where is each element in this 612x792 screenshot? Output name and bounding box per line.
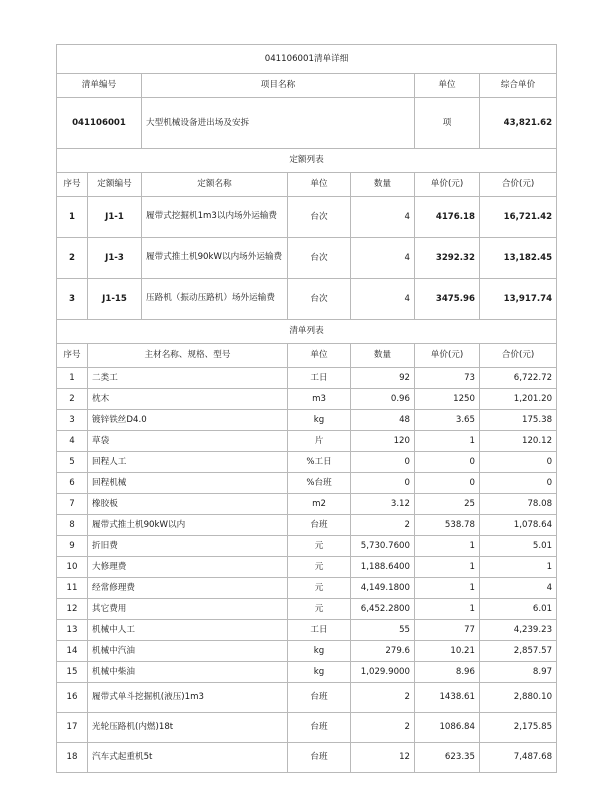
list-row-price: 1: [415, 536, 480, 557]
list-row-name: 大修理费: [88, 557, 288, 578]
list-row-qty: 92: [351, 368, 415, 389]
list-row-name: 经常修理费: [88, 578, 288, 599]
list-row-unit: m2: [288, 494, 351, 515]
quota-row-name: 压路机（振动压路机）场外运输费: [142, 279, 288, 320]
list-row-price: 0: [415, 452, 480, 473]
table-row: [57, 238, 557, 279]
list-row-total: 1,078.64: [480, 515, 557, 536]
list-row-unit: 台班: [288, 713, 351, 743]
list-row-name: 镀锌铁丝D4.0: [88, 410, 288, 431]
list-row-qty: 6,452.2800: [351, 599, 415, 620]
summary-price: 43,821.62: [480, 98, 557, 149]
list-row-unit: m3: [288, 389, 351, 410]
list-row-price: 1: [415, 578, 480, 599]
list-row-name: 履带式单斗挖掘机(液压)1m3: [88, 683, 288, 713]
quota-row-unit: 台次: [288, 197, 351, 238]
quota-row-name: 履带式挖掘机1m3以内场外运输费: [142, 197, 288, 238]
list-row-qty: 48: [351, 410, 415, 431]
list-row-unit: %台班: [288, 473, 351, 494]
list-row-price: 25: [415, 494, 480, 515]
list-row-no: 13: [57, 620, 88, 641]
document-title: 041106001清单详细: [57, 45, 557, 74]
quota-section-title: 定额列表: [57, 149, 557, 173]
list-row-unit: 元: [288, 578, 351, 599]
list-row-no: 3: [57, 410, 88, 431]
list-row-total: 2,175.85: [480, 713, 557, 743]
list-row-price: 1: [415, 557, 480, 578]
list-row-unit: kg: [288, 641, 351, 662]
list-row-name: 折旧费: [88, 536, 288, 557]
list-row-no: 15: [57, 662, 88, 683]
list-row-unit: 台班: [288, 683, 351, 713]
list-row-total: 78.08: [480, 494, 557, 515]
list-row-price: 8.96: [415, 662, 480, 683]
summary-data-row: [57, 98, 557, 149]
quota-row-price: 3475.96: [415, 279, 480, 320]
list-header-total: 合价(元): [480, 344, 557, 368]
quota-row-total: 16,721.42: [480, 197, 557, 238]
quota-header-total: 合价(元): [480, 173, 557, 197]
quota-header-code: 定额编号: [88, 173, 142, 197]
list-row-price: 77: [415, 620, 480, 641]
list-row-name: 机械中柴油: [88, 662, 288, 683]
list-row-name: 履带式推土机90kW以内: [88, 515, 288, 536]
quota-header-name: 定额名称: [142, 173, 288, 197]
summary-code: 041106001: [57, 98, 142, 149]
list-row-price: 0: [415, 473, 480, 494]
list-row-no: 12: [57, 599, 88, 620]
list-row-price: 73: [415, 368, 480, 389]
quota-row-total: 13,917.74: [480, 279, 557, 320]
quota-header-no: 序号: [57, 173, 88, 197]
quota-row-name: 履带式推土机90kW以内场外运输费: [142, 238, 288, 279]
list-header-row: [57, 344, 557, 368]
list-row-total: 2,880.10: [480, 683, 557, 713]
detail-table: [56, 44, 557, 773]
list-row-name: 回程机械: [88, 473, 288, 494]
list-row-no: 7: [57, 494, 88, 515]
list-row-qty: 3.12: [351, 494, 415, 515]
list-row-name: 回程人工: [88, 452, 288, 473]
table-row: [57, 494, 557, 515]
table-row: [57, 410, 557, 431]
list-row-total: 0: [480, 452, 557, 473]
list-row-qty: 279.6: [351, 641, 415, 662]
list-row-no: 10: [57, 557, 88, 578]
table-row: [57, 536, 557, 557]
list-row-no: 8: [57, 515, 88, 536]
list-row-qty: 2: [351, 515, 415, 536]
list-row-qty: 1,029.9000: [351, 662, 415, 683]
list-header-unit: 单位: [288, 344, 351, 368]
list-row-total: 7,487.68: [480, 743, 557, 773]
quota-row-qty: 4: [351, 279, 415, 320]
quota-row-price: 3292.32: [415, 238, 480, 279]
list-row-unit: 台班: [288, 743, 351, 773]
quota-header-unit: 单位: [288, 173, 351, 197]
list-row-price: 538.78: [415, 515, 480, 536]
list-row-unit: 工日: [288, 368, 351, 389]
list-row-total: 120.12: [480, 431, 557, 452]
list-row-unit: 元: [288, 557, 351, 578]
list-row-no: 4: [57, 431, 88, 452]
quota-row-total: 13,182.45: [480, 238, 557, 279]
table-row: [57, 389, 557, 410]
list-header-qty: 数量: [351, 344, 415, 368]
quota-header-row: [57, 173, 557, 197]
list-row-no: 6: [57, 473, 88, 494]
table-row: [57, 662, 557, 683]
list-row-unit: 片: [288, 431, 351, 452]
list-row-unit: kg: [288, 662, 351, 683]
list-row-no: 2: [57, 389, 88, 410]
list-row-qty: 12: [351, 743, 415, 773]
list-row-qty: 0: [351, 452, 415, 473]
table-row: [57, 473, 557, 494]
summary-header-price: 综合单价: [480, 74, 557, 98]
list-row-no: 18: [57, 743, 88, 773]
quota-row-qty: 4: [351, 238, 415, 279]
summary-header-unit: 单位: [415, 74, 480, 98]
quota-row-unit: 台次: [288, 238, 351, 279]
list-header-no: 序号: [57, 344, 88, 368]
list-row-price: 623.35: [415, 743, 480, 773]
list-row-total: 0: [480, 473, 557, 494]
list-row-name: 橡胶板: [88, 494, 288, 515]
list-row-no: 9: [57, 536, 88, 557]
summary-header-row: [57, 74, 557, 98]
list-row-price: 3.65: [415, 410, 480, 431]
list-row-unit: 台班: [288, 515, 351, 536]
quota-row-qty: 4: [351, 197, 415, 238]
list-row-name: 汽车式起重机5t: [88, 743, 288, 773]
list-row-qty: 0: [351, 473, 415, 494]
list-row-qty: 120: [351, 431, 415, 452]
list-row-price: 1438.61: [415, 683, 480, 713]
list-row-unit: 工日: [288, 620, 351, 641]
table-row: [57, 515, 557, 536]
list-row-qty: 5,730.7600: [351, 536, 415, 557]
quota-row-price: 4176.18: [415, 197, 480, 238]
list-row-price: 1: [415, 431, 480, 452]
quota-row-code: J1-3: [88, 238, 142, 279]
list-row-qty: 4,149.1800: [351, 578, 415, 599]
table-row: [57, 431, 557, 452]
list-row-no: 14: [57, 641, 88, 662]
list-row-qty: 2: [351, 683, 415, 713]
document-title-row: [57, 45, 557, 74]
list-row-no: 5: [57, 452, 88, 473]
list-row-total: 1,201.20: [480, 389, 557, 410]
list-row-no: 1: [57, 368, 88, 389]
list-row-unit: %工日: [288, 452, 351, 473]
quota-header-qty: 数量: [351, 173, 415, 197]
list-row-total: 2,857.57: [480, 641, 557, 662]
list-row-total: 175.38: [480, 410, 557, 431]
list-row-qty: 2: [351, 713, 415, 743]
table-row: [57, 599, 557, 620]
quota-row-no: 3: [57, 279, 88, 320]
list-row-name: 光轮压路机(内燃)18t: [88, 713, 288, 743]
list-row-price: 1250: [415, 389, 480, 410]
list-row-total: 6,722.72: [480, 368, 557, 389]
list-section-title-row: [57, 320, 557, 344]
list-row-total: 1: [480, 557, 557, 578]
list-row-no: 11: [57, 578, 88, 599]
list-section-title: 清单列表: [57, 320, 557, 344]
list-row-price: 1086.84: [415, 713, 480, 743]
list-row-qty: 1,188.6400: [351, 557, 415, 578]
list-row-price: 10.21: [415, 641, 480, 662]
list-row-name: 其它费用: [88, 599, 288, 620]
list-row-total: 6.01: [480, 599, 557, 620]
quota-row-no: 1: [57, 197, 88, 238]
list-row-unit: kg: [288, 410, 351, 431]
table-row: [57, 279, 557, 320]
summary-header-code: 清单编号: [57, 74, 142, 98]
quota-row-code: J1-1: [88, 197, 142, 238]
list-row-unit: 元: [288, 536, 351, 557]
list-row-total: 8.97: [480, 662, 557, 683]
table-row: [57, 197, 557, 238]
list-row-name: 二类工: [88, 368, 288, 389]
list-row-name: 枕木: [88, 389, 288, 410]
table-row: [57, 620, 557, 641]
list-row-qty: 55: [351, 620, 415, 641]
list-header-name: 主材名称、规格、型号: [88, 344, 288, 368]
summary-header-name: 项目名称: [142, 74, 415, 98]
list-row-no: 17: [57, 713, 88, 743]
list-row-name: 机械中人工: [88, 620, 288, 641]
list-header-price: 单价(元): [415, 344, 480, 368]
list-row-qty: 0.96: [351, 389, 415, 410]
list-row-name: 草袋: [88, 431, 288, 452]
summary-unit: 项: [415, 98, 480, 149]
table-row: [57, 641, 557, 662]
list-row-name: 机械中汽油: [88, 641, 288, 662]
list-row-price: 1: [415, 599, 480, 620]
list-row-no: 16: [57, 683, 88, 713]
table-row: [57, 578, 557, 599]
summary-name: 大型机械设备进出场及安拆: [142, 98, 415, 149]
table-row: [57, 713, 557, 743]
table-row: [57, 683, 557, 713]
quota-row-no: 2: [57, 238, 88, 279]
table-row: [57, 743, 557, 773]
quota-row-code: J1-15: [88, 279, 142, 320]
quota-section-title-row: [57, 149, 557, 173]
quota-header-price: 单价(元): [415, 173, 480, 197]
list-row-total: 4,239.23: [480, 620, 557, 641]
list-row-total: 5.01: [480, 536, 557, 557]
table-row: [57, 557, 557, 578]
list-row-unit: 元: [288, 599, 351, 620]
list-row-total: 4: [480, 578, 557, 599]
detail-sheet: [56, 44, 556, 773]
table-row: [57, 368, 557, 389]
table-row: [57, 452, 557, 473]
quota-row-unit: 台次: [288, 279, 351, 320]
